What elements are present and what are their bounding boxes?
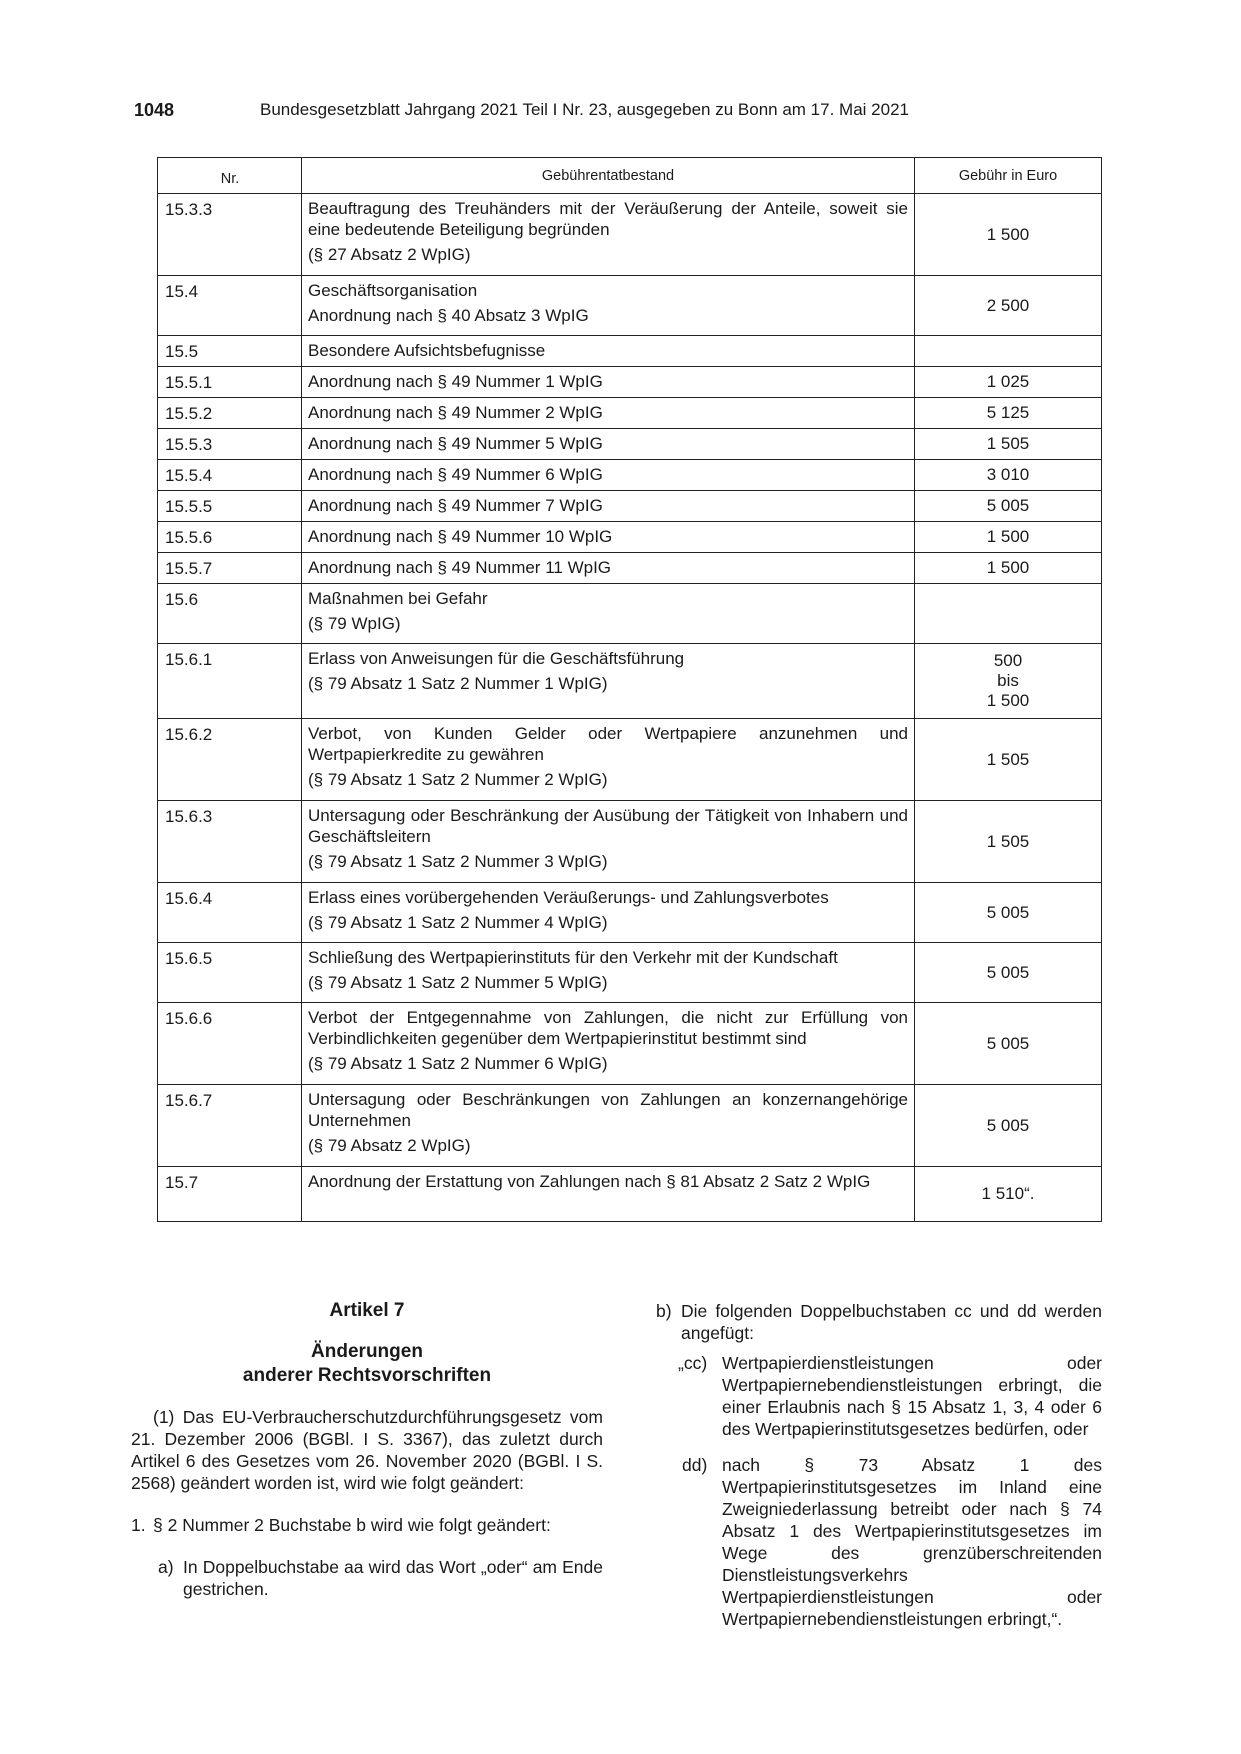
row-nr: 15.5 bbox=[158, 336, 302, 367]
table-row bbox=[158, 429, 1102, 460]
table-row bbox=[158, 553, 1102, 584]
row-desc: Anordnung nach § 49 Nummer 10 WpIG bbox=[302, 522, 915, 553]
table-row bbox=[158, 522, 1102, 553]
row-nr: 15.5.4 bbox=[158, 460, 302, 491]
article-subtitle-line2: anderer Rechtsvorschriften bbox=[242, 1365, 492, 1386]
item-text: § 2 Nummer 2 Buchstabe b wird wie folgt geändert: bbox=[153, 1515, 551, 1535]
list-item-1 bbox=[131, 1514, 603, 1536]
row-desc bbox=[302, 943, 915, 1003]
fee-min: 500 bbox=[993, 651, 1023, 670]
row-desc: Anordnung nach § 49 Nummer 7 WpIG bbox=[302, 491, 915, 522]
table-row bbox=[158, 801, 1102, 883]
list-item-cc bbox=[656, 1352, 1102, 1440]
row-nr: 15.4 bbox=[158, 276, 302, 336]
row-fee: 5 005 bbox=[915, 943, 1102, 1003]
row-text: Verbot, von Kunden Gelder oder Wertpapiere anzunehmen und Wertpapierkredite zu gewähren bbox=[308, 724, 908, 764]
table-header-row bbox=[158, 158, 1102, 194]
row-desc: Anordnung nach § 49 Nummer 6 WpIG bbox=[302, 460, 915, 491]
row-ref: (§ 79 Absatz 1 Satz 2 Nummer 1 WpIG) bbox=[308, 674, 608, 693]
row-desc bbox=[302, 1085, 915, 1167]
row-fee: 5 005 bbox=[915, 491, 1102, 522]
table-row bbox=[158, 1003, 1102, 1085]
row-text: Beauftragung des Treuhänders mit der Veräußerung der Anteile, soweit sie eine bedeutende Beteiligung begründen bbox=[308, 199, 908, 239]
row-fee: 5 005 bbox=[915, 1085, 1102, 1167]
row-fee: 1 505 bbox=[915, 801, 1102, 883]
table-row bbox=[158, 367, 1102, 398]
row-nr: 15.5.7 bbox=[158, 553, 302, 584]
row-text: Geschäftsorganisation bbox=[308, 281, 478, 300]
row-text: Untersagung oder Beschränkung der Ausübung der Tätigkeit von Inhabern und Geschäftsleitern bbox=[308, 806, 908, 846]
row-desc bbox=[302, 194, 915, 276]
row-ref: Anordnung nach § 40 Absatz 3 WpIG bbox=[308, 306, 589, 325]
row-text: Erlass von Anweisungen für die Geschäftsführung bbox=[308, 649, 685, 668]
row-fee: 5 125 bbox=[915, 398, 1102, 429]
col-header-desc: Gebührentatbestand bbox=[302, 158, 915, 194]
item-text: Die folgenden Doppelbuchstaben cc und dd werden angefügt: bbox=[681, 1301, 1102, 1343]
list-item-b bbox=[656, 1300, 1102, 1344]
row-ref: (§ 27 Absatz 2 WpIG) bbox=[308, 245, 471, 264]
col-header-fee: Gebühr in Euro bbox=[915, 158, 1102, 194]
table-row bbox=[158, 276, 1102, 336]
list-item-a bbox=[131, 1556, 603, 1600]
row-fee: 1 500 bbox=[915, 553, 1102, 584]
table-row bbox=[158, 943, 1102, 1003]
row-fee: 1 500 bbox=[915, 194, 1102, 276]
row-nr: 15.5.6 bbox=[158, 522, 302, 553]
row-fee bbox=[915, 644, 1102, 719]
table-row bbox=[158, 584, 1102, 644]
row-nr: 15.6.5 bbox=[158, 943, 302, 1003]
row-fee: 3 010 bbox=[915, 460, 1102, 491]
row-desc bbox=[302, 276, 915, 336]
article-subtitle bbox=[131, 1340, 603, 1388]
item-label: a) bbox=[158, 1557, 174, 1577]
table-row bbox=[158, 336, 1102, 367]
row-nr: 15.6 bbox=[158, 584, 302, 644]
row-fee: 2 500 bbox=[915, 276, 1102, 336]
item-label: „cc) bbox=[678, 1353, 708, 1373]
row-fee: 1 025 bbox=[915, 367, 1102, 398]
row-fee: 1 500 bbox=[915, 522, 1102, 553]
row-text: Schließung des Wertpapierinstituts für den Verkehr mit der Kundschaft bbox=[308, 948, 838, 967]
row-ref: (§ 79 Absatz 1 Satz 2 Nummer 2 WpIG) bbox=[308, 770, 608, 789]
row-desc: Anordnung nach § 49 Nummer 1 WpIG bbox=[302, 367, 915, 398]
row-ref: (§ 79 Absatz 1 Satz 2 Nummer 6 WpIG) bbox=[308, 1054, 608, 1073]
row-fee: 1 505 bbox=[915, 429, 1102, 460]
row-desc bbox=[302, 644, 915, 719]
left-column bbox=[131, 1300, 603, 1620]
row-fee bbox=[915, 584, 1102, 644]
row-nr: 15.5.1 bbox=[158, 367, 302, 398]
row-fee: 5 005 bbox=[915, 1003, 1102, 1085]
row-desc: Anordnung der Erstattung von Zahlungen nach § 81 Absatz 2 Satz 2 WpIG bbox=[302, 1167, 915, 1222]
row-fee: 5 005 bbox=[915, 883, 1102, 943]
table-row bbox=[158, 398, 1102, 429]
table-row bbox=[158, 1167, 1102, 1222]
col-header-nr: Nr. bbox=[158, 158, 302, 194]
item-label: dd) bbox=[682, 1455, 708, 1475]
page-number: 1048 bbox=[134, 100, 175, 120]
row-desc: Besondere Aufsichtsbefugnisse bbox=[302, 336, 915, 367]
row-fee bbox=[915, 336, 1102, 367]
fee-max: 1 500 bbox=[986, 691, 1030, 710]
table-row bbox=[158, 491, 1102, 522]
row-nr: 15.5.2 bbox=[158, 398, 302, 429]
fee-bis: bis bbox=[997, 671, 1019, 690]
table-row bbox=[158, 194, 1102, 276]
item-text: nach § 73 Absatz 1 des Wertpapierinstitutsgesetzes im Inland eine Zweigniederlassung betreibt oder nach § 74 Absatz 1 des Wertpapierinstitutsgesetzes im Wege des grenzüberschreitenden Dienstleistungsverkehrs Wertpapierdienstleistungen oder Wertpapiernebendienstleistungen erbringt,“. bbox=[722, 1455, 1102, 1629]
row-desc: Anordnung nach § 49 Nummer 2 WpIG bbox=[302, 398, 915, 429]
row-nr: 15.5.5 bbox=[158, 491, 302, 522]
row-text: Erlass eines vorübergehenden Veräußerungs- und Zahlungsverbotes bbox=[308, 888, 829, 907]
list-item-dd bbox=[656, 1454, 1102, 1630]
fee-table bbox=[157, 157, 1102, 1222]
item-label: 1. bbox=[131, 1515, 146, 1535]
item-label: b) bbox=[656, 1301, 672, 1321]
row-fee: 1 505 bbox=[915, 719, 1102, 801]
row-ref: (§ 79 WpIG) bbox=[308, 614, 401, 633]
row-ref: (§ 79 Absatz 1 Satz 2 Nummer 3 WpIG) bbox=[308, 852, 608, 871]
row-nr: 15.6.7 bbox=[158, 1085, 302, 1167]
row-desc bbox=[302, 584, 915, 644]
table-row bbox=[158, 644, 1102, 719]
row-fee: 1 510“. bbox=[915, 1167, 1102, 1222]
table-row bbox=[158, 1085, 1102, 1167]
row-desc bbox=[302, 719, 915, 801]
row-text: Verbot der Entgegennahme von Zahlungen, die nicht zur Erfüllung von Verbindlichkeiten gegenüber dem Wertpapierinstitut bestimmt sind bbox=[308, 1008, 908, 1048]
table-row bbox=[158, 460, 1102, 491]
article-title: Artikel 7 bbox=[329, 1300, 405, 1321]
row-nr: 15.6.6 bbox=[158, 1003, 302, 1085]
row-ref: (§ 79 Absatz 1 Satz 2 Nummer 5 WpIG) bbox=[308, 973, 608, 992]
table-row bbox=[158, 719, 1102, 801]
paragraph-1: (1) Das EU-Verbraucherschutzdurchführungsgesetz vom 21. Dezember 2006 (BGBl. I S. 3367), das zuletzt durch Artikel 6 des Gesetzes vom 26. November 2020 (BGBl. I S. 2568) geändert worden ist, wird wie folgt geändert: bbox=[131, 1407, 603, 1493]
row-nr: 15.5.3 bbox=[158, 429, 302, 460]
row-ref: (§ 79 Absatz 2 WpIG) bbox=[308, 1136, 471, 1155]
row-nr: 15.6.4 bbox=[158, 883, 302, 943]
item-text: In Doppelbuchstabe aa wird das Wort „oder“ am Ende gestrichen. bbox=[183, 1557, 603, 1599]
row-nr: 15.7 bbox=[158, 1167, 302, 1222]
article-subtitle-line1: Änderungen bbox=[311, 1341, 423, 1362]
row-nr: 15.6.1 bbox=[158, 644, 302, 719]
row-desc: Anordnung nach § 49 Nummer 11 WpIG bbox=[302, 553, 915, 584]
row-nr: 15.6.3 bbox=[158, 801, 302, 883]
row-desc bbox=[302, 883, 915, 943]
right-column bbox=[656, 1300, 1102, 1644]
row-desc bbox=[302, 1003, 915, 1085]
row-desc bbox=[302, 801, 915, 883]
publication-title: Bundesgesetzblatt Jahrgang 2021 Teil I Nr. 23, ausgegeben zu Bonn am 17. Mai 2021 bbox=[260, 100, 909, 119]
table-row bbox=[158, 883, 1102, 943]
row-nr: 15.3.3 bbox=[158, 194, 302, 276]
item-text: Wertpapierdienstleistungen oder Wertpapiernebendienstleistungen erbringt, die einer Erlaubnis nach § 15 Absatz 1, 3, 4 oder 6 des Wertpapierinstitutsgesetzes bedürfen, oder bbox=[722, 1353, 1102, 1439]
row-ref: (§ 79 Absatz 1 Satz 2 Nummer 4 WpIG) bbox=[308, 913, 608, 932]
row-text: Maßnahmen bei Gefahr bbox=[308, 589, 488, 608]
row-desc: Anordnung nach § 49 Nummer 5 WpIG bbox=[302, 429, 915, 460]
row-nr: 15.6.2 bbox=[158, 719, 302, 801]
row-text: Untersagung oder Beschränkungen von Zahlungen an konzernangehörige Unternehmen bbox=[308, 1090, 908, 1130]
